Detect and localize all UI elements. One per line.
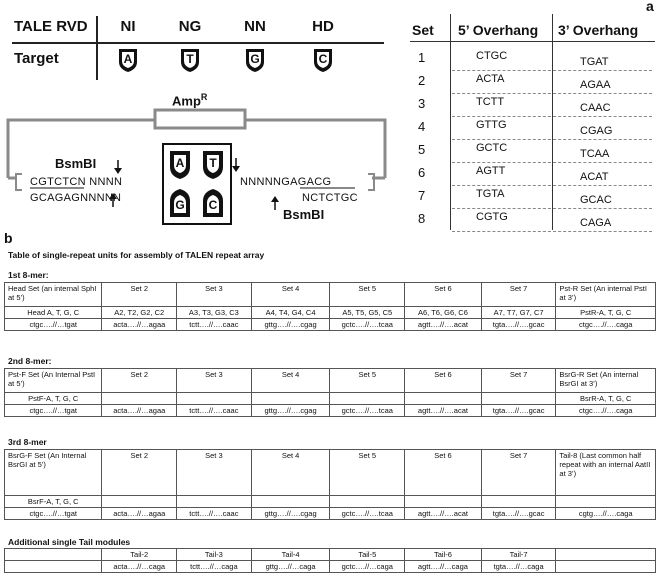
mer3-cell-1-3 [251,496,330,508]
overhang-header-three: 3’ Overhang [558,22,639,38]
mer3-cell-1-7 [556,496,656,508]
overhang-set-6: 6 [418,165,426,180]
overhang-row-divider [452,231,652,232]
target-a-letter: A [123,52,133,66]
mer1-cell-0-4: Set 5 [330,283,405,307]
mer1-cell-2-7: ctgc….//….caga [556,319,656,331]
mer3-title: 3rd 8-mer [8,437,47,447]
overhang-three-1: TGAT [580,56,609,68]
mer2-cell-1-2 [177,393,252,405]
mer1-title: 1st 8-mer: [8,270,49,280]
mer2-cell-0-6: Set 7 [481,369,556,393]
mer2-cell-0-4: Set 5 [330,369,405,393]
insert-g-letter: G [175,198,185,212]
tail-cell-0-2: Tail-3 [177,549,252,561]
tail-cell-1-3: gttg….//…caga [251,561,330,573]
mer3-cell-2-3: gttg….//….cgag [251,508,330,520]
mer3-cell-0-1: Set 2 [102,450,177,496]
mer2-table [4,368,656,417]
mer3-cell-2-1: acta….//…agaa [102,508,177,520]
mer2-cell-1-4 [330,393,405,405]
mer1-cell-1-4: A5, T5, G5, C5 [330,307,405,319]
tail-cell-1-4: gctc….//…caga [330,561,405,573]
mer3-cell-2-6: tgta….//….gcac [481,508,556,520]
right-bsmbi-label: BsmBI [283,207,325,222]
rvd-ni: NI [120,18,136,35]
insert-a-letter: A [175,156,185,170]
overhang-five-5: GCTC [476,142,508,154]
overhang-set-2: 2 [418,73,426,88]
mer1-cell-1-0: Head A, T, G, C [5,307,102,319]
mer1-cell-0-0: Head Set (an internal SphI at 5’) [5,283,102,307]
tail-cell-1-6: tgta….//…caga [481,561,556,573]
mer3-cell-1-5 [405,496,482,508]
mer1-cell-2-3: gttg….//….cgag [251,319,330,331]
mer1-cell-0-5: Set 6 [405,283,482,307]
left-bsmbi-label: BsmBI [55,156,97,171]
mer1-cell-1-2: A3, T3, G3, C3 [177,307,252,319]
mer3-cell-0-2: Set 3 [177,450,252,496]
overhang-row-divider [452,162,652,163]
mer2-cell-1-3 [251,393,330,405]
overhang-set-7: 7 [418,188,426,203]
overhang-set-1: 1 [418,50,426,65]
mer1-cell-2-0: ctgc….//…tgat [5,319,102,331]
insert-g-shield-icon [169,188,191,214]
mer1-cell-0-6: Set 7 [481,283,556,307]
insert-t-shield-icon [202,150,224,176]
insert-t-letter: T [209,156,217,170]
mer1-cell-2-6: tgta….//….gcac [481,319,556,331]
mer1-cell-0-3: Set 4 [251,283,330,307]
overhang-three-5: TCAA [580,148,610,160]
target-c-letter: C [318,52,328,66]
overhang-three-3: CAAC [580,102,611,114]
mer1-cell-2-2: tctt….//….caac [177,319,252,331]
overhang-header-five: 5’ Overhang [458,22,539,38]
overhang-row-divider [452,185,652,186]
tail-cell-1-2: tctt….//…caga [177,561,252,573]
mer3-cell-0-7: Tail-8 (Last common half repeat with an internal AatII at 3’) [556,450,656,496]
overhang-row-divider [452,93,652,94]
overhang-row-divider [452,208,652,209]
right-top-sequence: NNNNNGAGACG [240,176,332,188]
mer1-table [4,282,656,331]
mer1-cell-1-5: A6, T6, G6, C6 [405,307,482,319]
overhang-five-1: CTGC [476,50,508,62]
mer1-cell-2-4: gctc….//….tcaa [330,319,405,331]
table-row [5,393,656,405]
mer3-cell-2-2: tctt….//….caac [177,508,252,520]
overhang-vrule-1 [450,14,451,230]
panel-b-caption: Table of single-repeat units for assembly of TALEN repeat array [8,250,265,260]
overhang-set-5: 5 [418,142,426,157]
mer2-cell-2-6: tgta….//….gcac [481,405,556,417]
tail-cell-1-0 [5,561,102,573]
tail-cell-0-3: Tail-4 [251,549,330,561]
mer3-cell-2-5: agtt….//….acat [405,508,482,520]
left-bottom-sequence: GCAGAGNNNNN [30,192,122,204]
mer2-cell-0-2: Set 3 [177,369,252,393]
tail-cell-0-5: Tail-6 [405,549,482,561]
overhang-header-set: Set [412,22,434,38]
left-top-sequence: CGTCTCN NNNN [30,176,123,188]
mer3-cell-2-7: cgtg….//….caga [556,508,656,520]
mer3-cell-0-6: Set 7 [481,450,556,496]
mer1-cell-0-2: Set 3 [177,283,252,307]
tail-cell-1-7 [556,561,656,573]
rvd-hd: HD [312,18,334,35]
insert-c-shield-icon [202,188,224,214]
tail-cell-0-6: Tail-7 [481,549,556,561]
panel-a-label: a [646,0,654,14]
mer1-cell-1-3: A4, T4, G4, C4 [251,307,330,319]
insert-c-letter: C [208,198,218,212]
panel-b-label: b [4,230,13,246]
mer3-cell-2-0: ctgc….//…tgat [5,508,102,520]
mer3-cell-1-2 [177,496,252,508]
mer3-cell-0-4: Set 5 [330,450,405,496]
tail-table [4,548,656,573]
table-row [5,496,656,508]
mer2-cell-0-7: BsrG-R Set (An internal BsrGI at 3’) [556,369,656,393]
tail-title: Additional single Tail modules [8,537,131,547]
mer3-table [4,449,656,520]
table-row [5,450,656,496]
mer2-cell-1-7: BsrR-A, T, G, C [556,393,656,405]
overhang-five-2: ACTA [476,73,505,85]
mer2-cell-2-2: tctt….//….caac [177,405,252,417]
overhang-row-divider [452,139,652,140]
overhang-five-4: GTTG [476,119,507,131]
overhang-five-8: CGTG [476,211,508,223]
mer3-cell-1-1 [102,496,177,508]
mer2-cell-2-3: gttg….//….cgag [251,405,330,417]
overhang-five-6: AGTT [476,165,506,177]
mer2-cell-2-1: acta….//…agaa [102,405,177,417]
mer2-cell-2-4: gctc….//….tcaa [330,405,405,417]
mer2-cell-1-1 [102,393,177,405]
overhang-three-4: CGAG [580,125,613,137]
overhang-set-3: 3 [418,96,426,111]
overhang-three-6: ACAT [580,171,609,183]
overhang-three-7: GCAC [580,194,612,206]
overhang-three-2: AGAA [580,79,611,91]
overhang-five-7: TGTA [476,188,505,200]
overhang-three-8: CAGA [580,217,612,229]
tail-cell-1-1: acta….//…caga [102,561,177,573]
mer2-cell-1-0: PstF-A, T, G, C [5,393,102,405]
mer1-cell-0-1: Set 2 [102,283,177,307]
mer1-cell-2-5: agtt….//….acat [405,319,482,331]
mer3-cell-0-5: Set 6 [405,450,482,496]
mer3-cell-1-6 [481,496,556,508]
table-row [5,307,656,319]
table-row [5,319,656,331]
mer2-cell-2-0: ctgc….//…tgat [5,405,102,417]
rvd-nn: NN [244,18,266,35]
target-row-label: Target [14,50,59,67]
mer2-cell-1-6 [481,393,556,405]
tail-cell-0-0 [5,549,102,561]
amp-superscript: R [200,92,208,102]
table-row [5,508,656,520]
mer2-cell-1-5 [405,393,482,405]
table-row [5,283,656,307]
overhang-set-4: 4 [418,119,426,134]
tail-cell-0-4: Tail-5 [330,549,405,561]
mer3-cell-1-4 [330,496,405,508]
overhang-vrule-2 [552,14,553,230]
mer2-cell-0-0: Pst-F Set (An Internal PstI at 5’) [5,369,102,393]
target-t-letter: T [186,52,194,66]
mer2-cell-0-5: Set 6 [405,369,482,393]
tail-cell-0-7 [556,549,656,561]
overhang-set-8: 8 [418,211,426,226]
mer2-cell-0-3: Set 4 [251,369,330,393]
rvd-ng: NG [178,18,202,35]
mer1-cell-1-6: A7, T7, G7, C7 [481,307,556,319]
tail-cell-1-5: agtt….//…caga [405,561,482,573]
target-g-letter: G [250,52,260,66]
overhang-header-rule [410,41,655,42]
mer2-title: 2nd 8-mer: [8,356,52,366]
mer1-cell-1-7: PstR-A, T, G, C [556,307,656,319]
mer1-cell-1-1: A2, T2, G2, C2 [102,307,177,319]
overhang-row-divider [452,116,652,117]
mer3-cell-2-4: gctc….//….tcaa [330,508,405,520]
table-row [5,561,656,573]
mer1-cell-0-7: Pst-R Set (An internal PstI at 3’) [556,283,656,307]
mer3-cell-1-0: BsrF-A, T, G, C [5,496,102,508]
right-bottom-sequence: NCTCTGC [302,192,358,204]
rvd-header: TALE RVD [14,18,88,35]
table-row [5,369,656,393]
mer2-cell-0-1: Set 2 [102,369,177,393]
mer3-cell-0-3: Set 4 [251,450,330,496]
table-row [5,405,656,417]
table-row [5,549,656,561]
amp-resistance-label: Amp$^R$ [172,92,208,109]
insert-a-shield-icon [169,150,191,176]
mer1-cell-2-1: acta….//…agaa [102,319,177,331]
overhang-row-divider [452,70,652,71]
mer3-cell-0-0: BsrG-F Set (An Internal BsrGI at 5’) [5,450,102,496]
mer2-cell-2-7: ctgc….//….caga [556,405,656,417]
tail-cell-0-1: Tail-2 [102,549,177,561]
overhang-five-3: TCTT [476,96,505,108]
mer2-cell-2-5: agtt….//….acat [405,405,482,417]
